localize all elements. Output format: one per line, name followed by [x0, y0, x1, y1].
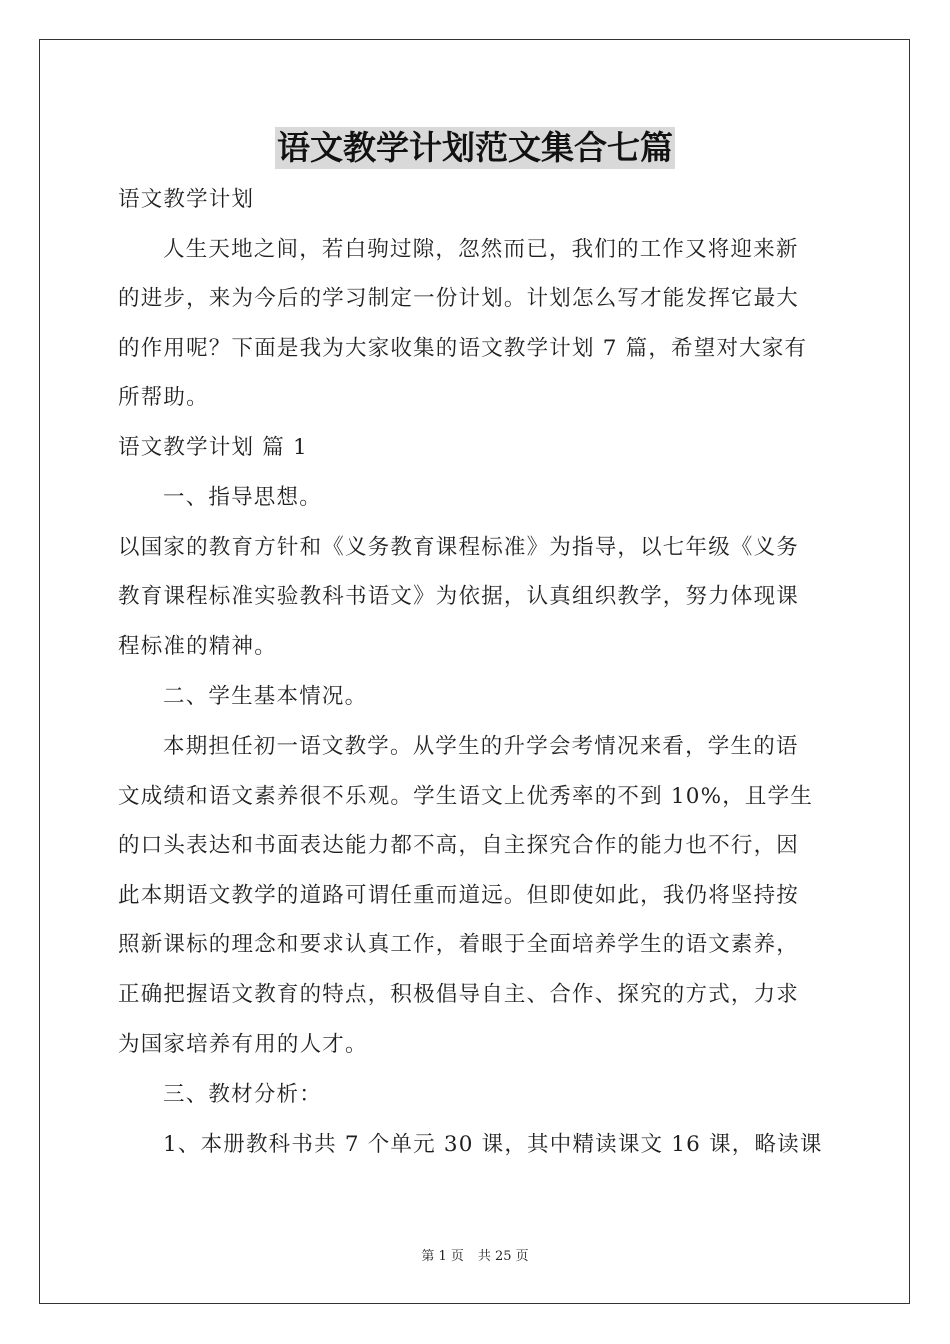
heading-line: 语文教学计划 — [118, 187, 255, 212]
paragraph-line: 人生天地之间，若白驹过隙，忽然而已，我们的工作又将迎来新 — [163, 237, 799, 262]
paragraph-line: 的作用呢？下面是我为大家收集的语文教学计划 7 篇，希望对大家有 — [118, 336, 808, 361]
title-container — [0, 127, 950, 169]
paragraph-line: 照新课标的理念和要求认真工作，着眼于全面培养学生的语文素养， — [118, 932, 800, 957]
subheading: 二、学生基本情况。 — [163, 684, 368, 709]
section-heading: 语文教学计划 篇 1 — [118, 435, 308, 460]
page-total: 共 25 页 — [477, 1249, 529, 1264]
page-footer — [0, 1245, 950, 1264]
document-title: 语文教学计划范文集合七篇 — [277, 128, 673, 167]
paragraph-line: 的进步，来为今后的学习制定一份计划。计划怎么写才能发挥它最大 — [118, 286, 800, 311]
paragraph-line: 为国家培养有用的人才。 — [118, 1032, 368, 1057]
subheading: 一、指导思想。 — [163, 485, 322, 510]
subheading: 三、教材分析： — [163, 1082, 322, 1107]
page-border — [39, 39, 910, 1304]
paragraph-line: 的口头表达和书面表达能力都不高，自主探究合作的能力也不行，因 — [118, 833, 800, 858]
paragraph-line: 文成绩和语文素养很不乐观。学生语文上优秀率的不到 10%，且学生 — [118, 784, 814, 809]
paragraph-line: 以国家的教育方针和《义务教育课程标准》为指导，以七年级《义务 — [118, 535, 800, 560]
paragraph-line: 所帮助。 — [118, 385, 209, 410]
paragraph-line: 正确把握语文教育的特点，积极倡导自主、合作、探究的方式，力求 — [118, 982, 800, 1007]
paragraph-line: 教育课程标准实验教科书语文》为依据，认真组织教学，努力体现课 — [118, 584, 800, 609]
paragraph-line: 1、本册教科书共 7 个单元 30 课，其中精读课文 16 课，略读课 — [163, 1132, 823, 1157]
paragraph-line: 此本期语文教学的道路可谓任重而道远。但即使如此，我仍将坚持按 — [118, 883, 800, 908]
paragraph-line: 程标准的精神。 — [118, 634, 277, 659]
page-number: 第 1 页 — [421, 1249, 464, 1264]
paragraph-line: 本期担任初一语文教学。从学生的升学会考情况来看，学生的语 — [163, 734, 799, 759]
